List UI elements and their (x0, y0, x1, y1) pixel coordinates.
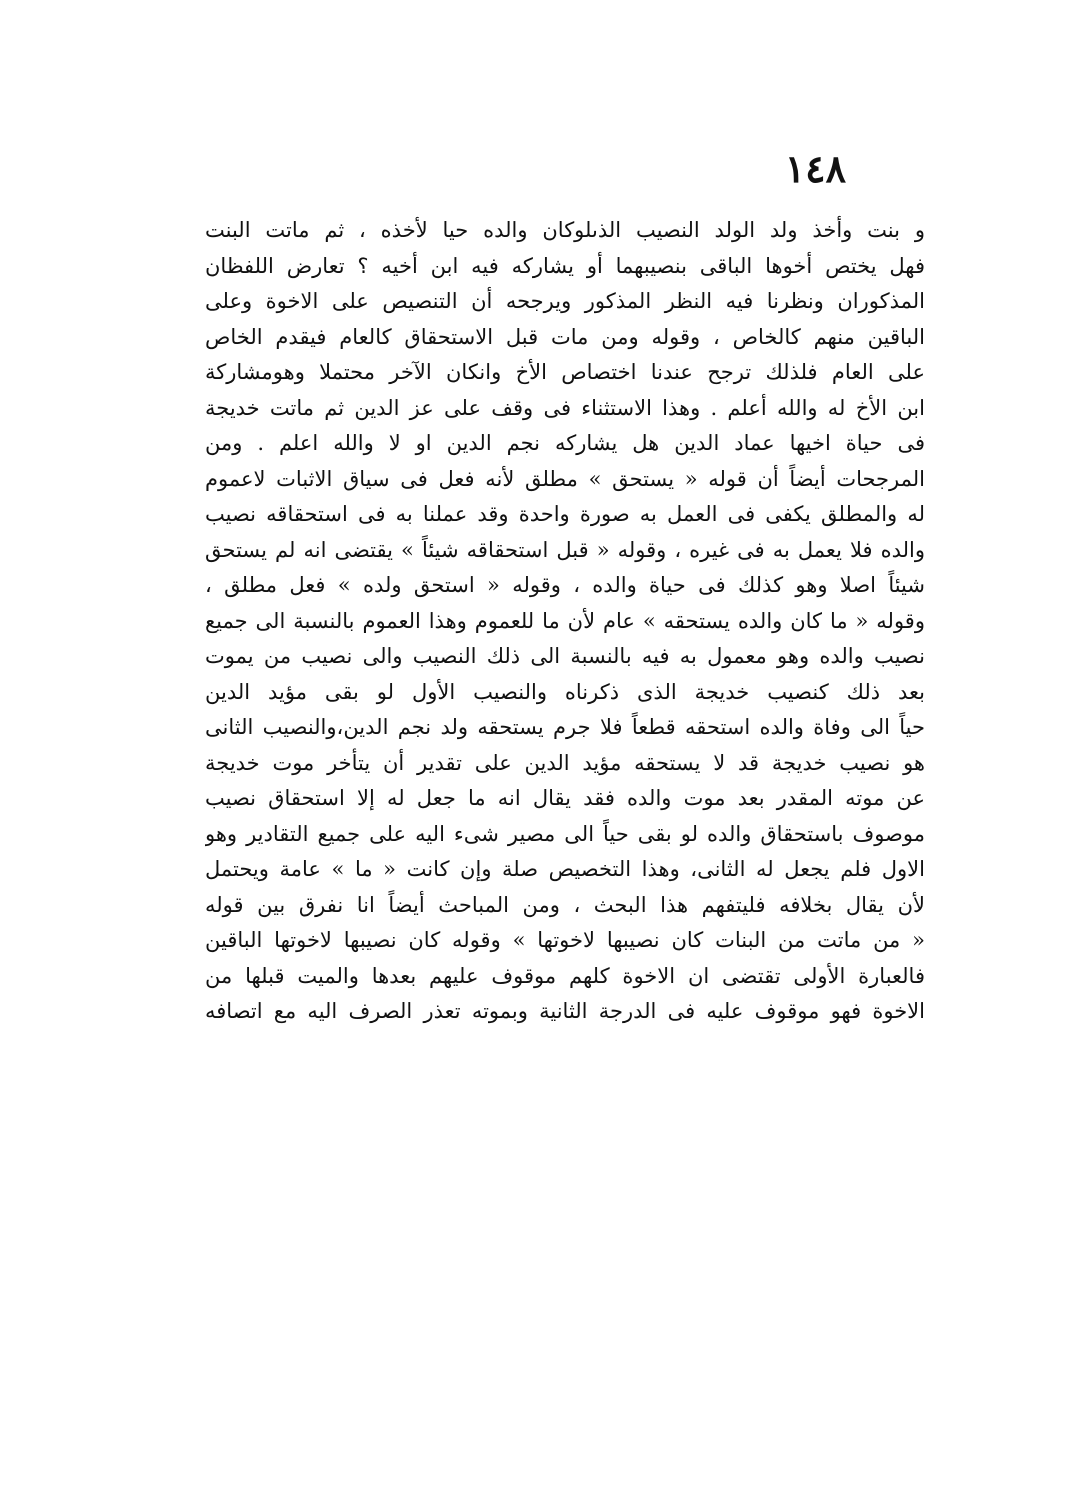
text-line: المذكوران ونظرنا فيه النظر المذكور ويرجحه أن التنصيص على الاخوة وعلى (205, 289, 925, 313)
text-line: له والمطلق يكفى فى العمل به صورة واحدة وقد عملنا به فى استحقاقه نصيب (205, 502, 925, 526)
text-line: على العام فلذلك ترجح عندنا اختصاص الأخ وانكان الآخر محتملا وهومشاركة (205, 360, 925, 384)
text-line: حياً الى وفاة والده استحقه قطعاً فلا جرم يستحقه ولد نجم الدين،والنصيب الثانى (205, 715, 925, 739)
text-line: والده فلا يعمل به فى غيره ، وقوله « قبل استحقاقه شيئاً » يقتضى انه لم يستحق (205, 537, 925, 562)
text-line: المرجحات أيضاً أن قوله « يستحق » مطلق لأنه فعل فى سياق الاثبات لاعموم (205, 466, 925, 491)
text-line: الاخوة فهو موقوف عليه فى الدرجة الثانية وبموته تعذر الصرف اليه مع اتصافه (205, 999, 925, 1023)
text-line: هو نصيب خديجة قد لا يستحقه مؤيد الدين على تقدير أن يتأخر موت خديجة (205, 750, 925, 775)
text-line: شيئاً اصلا وهو كذلك فى حياة والده ، وقوله « استحق ولده » فعل مطلق ، (205, 573, 925, 597)
text-line: وقوله « ما كان والده يستحقه » عام لأن ما للعموم وهذا العموم بالنسبة الى جميع (205, 608, 925, 633)
text-line: فهل يختص أخوها الباقى بنصيبهما أو يشاركه فيه ابن أخيه ؟ تعارض اللفظان (205, 253, 925, 278)
text-block (205, 213, 925, 1030)
text-line: نصيب والده وهو معمول به فيه بالنسبة الى ذلك النصيب والى نصيب من يموت (205, 644, 925, 668)
text-line: الباقين منهم كالخاص ، وقوله ومن مات قبل الاستحقاق كالعام فيقدم الخاص (205, 324, 925, 349)
text-line: فالعبارة الأولى تقتضى ان الاخوة كلهم موقوف عليهم بعدها والميت قبلها من (205, 963, 925, 988)
text-line: بعد ذلك كنصيب خديجة الذى ذكرناه والنصيب الأول لو بقى مؤيد الدين (205, 679, 925, 704)
text-line: و بنت وأخذ ولد الولد النصيب الذىلوكان والده حيا لأخذه ، ثم ماتت البنت (205, 218, 925, 242)
text-line: الاول فلم يجعل له الثانى، وهذا التخصيص صلة وإن كانت « ما » عامة ويحتمل (205, 857, 925, 881)
text-line: لأن يقال بخلافه فليتفهم هذا البحث ، ومن المباحث أيضاً انا نفرق بين قوله (205, 892, 925, 917)
text-line: عن موته المقدر بعد موت والده فقد يقال انه ما جعل له إلا استحقاق نصيب (205, 786, 925, 810)
text-line: فى حياة اخيها عماد الدين هل يشاركه نجم الدين او لا والله اعلم . ومن (205, 431, 925, 455)
text-line: ابن الأخ له والله أعلم . وهذا الاستثناء فى وقف على عز الدين ثم ماتت خديجة (205, 395, 925, 420)
page-number: ١٤٨ (784, 146, 846, 191)
text-line: موصوف باستحقاق والده لو بقى حياً الى مصير شىء اليه على جميع التقادير وهو (205, 821, 925, 846)
text-line: « من ماتت من البنات كان نصيبها لاخوتها » وقوله كان نصيبها لاخوتها الباقين (205, 928, 925, 952)
